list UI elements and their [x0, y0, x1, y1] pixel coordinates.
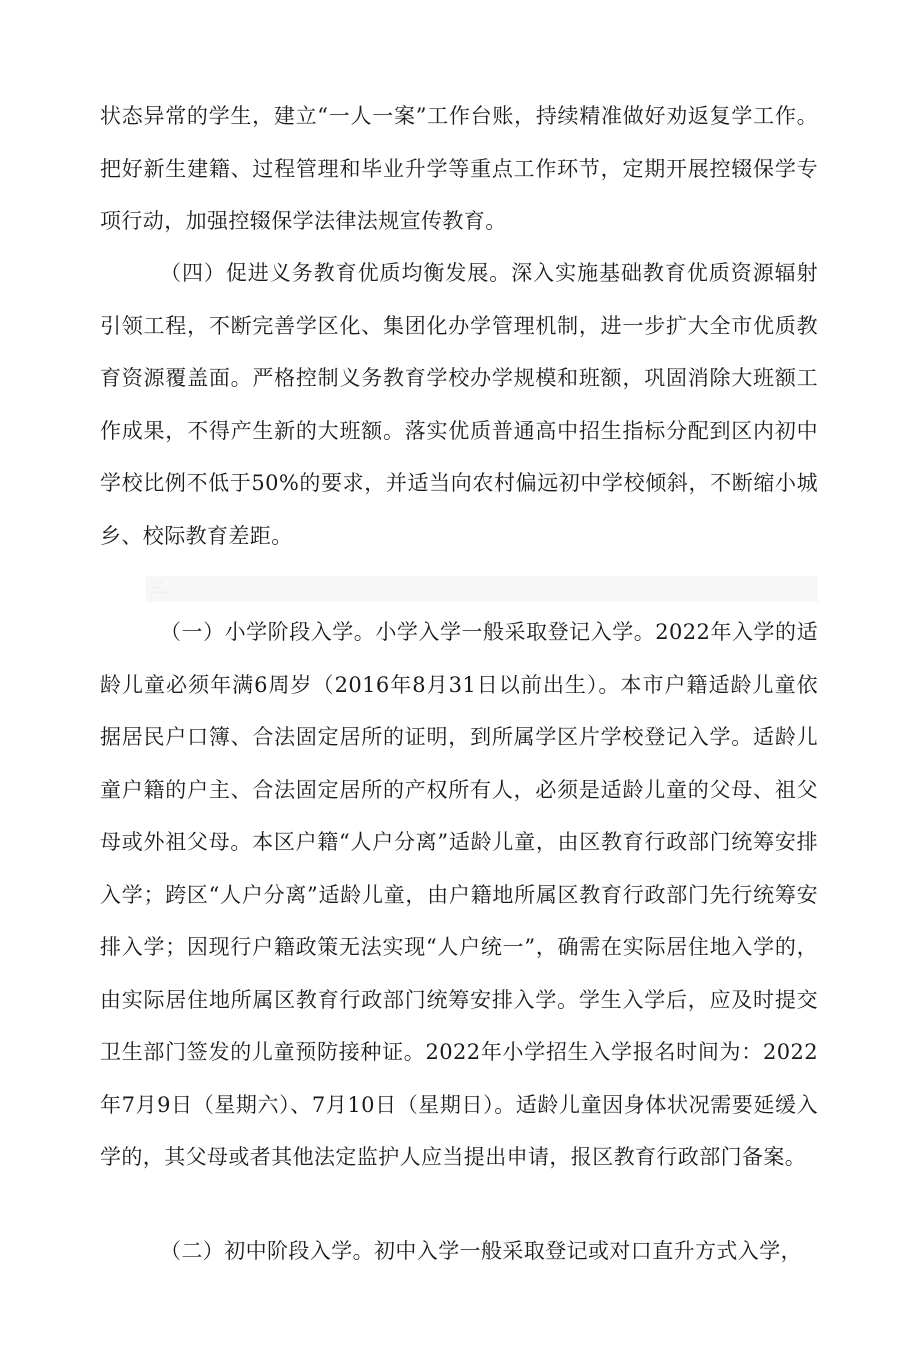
section-heading: 三、 [149, 581, 177, 597]
section-heading-highlight [146, 576, 818, 602]
paragraph-dropout-prevention: 状态异常的学生，建立“一人一案”工作台账，持续精准做好劝返复学工作。把好新生建籍、过程管理和毕业升学等重点工作环节，定期开展控辍保学专项行动，加强控辍保学法律法规宣传教育。 [100, 104, 818, 233]
paragraph-balanced-development: （四）促进义务教育优质均衡发展。深入实施基础教育优质资源辐射引领工程，不断完善学区化、集团化办学管理机制，进一步扩大全市优质教育资源覆盖面。严格控制义务教育学校办学规模和班额，巩固消除大班额工作成果，不得产生新的大班额。落实优质普通高中招生指标分配到区内初中学校比例不低于50%的要求，并适当向农村偏远初中学校倾斜，不断缩小城乡、校际教育差距。 [100, 261, 818, 548]
paragraph-primary-school-enrollment: （一）小学阶段入学。小学入学一般采取登记入学。2022年入学的适龄儿童必须年满6周岁（2016年8月31日以前出生）。本市户籍适龄儿童依据居民户口簿、合法固定居所的证明，到所属学区片学校登记入学。适龄儿童户籍的户主、合法固定居所的产权所有人，必须是适龄儿童的父母、祖父母或外祖父母。本区户籍“人户分离”适龄儿童，由区教育行政部门统筹安排入学；跨区“人户分离”适龄儿童，由户籍地所属区教育行政部门先行统筹安排入学；因现行户籍政策无法实现“人户统一”，确需在实际居住地入学的，由实际居住地所属区教育行政部门统筹安排入学。学生入学后，应及时提交卫生部门签发的儿童预防接种证。2022年小学招生入学报名时间为：2022年7月9日（星期六）、7月10日（星期日）。适龄儿童因身体状况需要延缓入学的，其父母或者其他法定监护人应当提出申请，报区教育行政部门备案。 [100, 620, 818, 1169]
paragraph-junior-high-enrollment: （二）初中阶段入学。初中入学一般采取登记或对口直升方式入学， [160, 1239, 802, 1263]
